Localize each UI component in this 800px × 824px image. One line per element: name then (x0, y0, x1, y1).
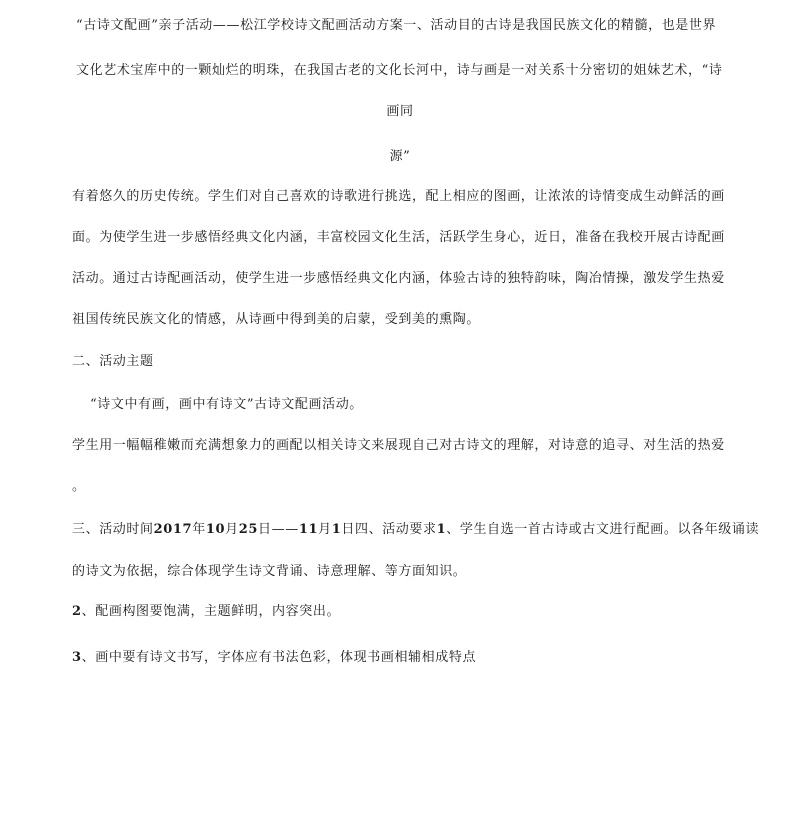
theme-desc-line-1: 学生用一幅幅稚嫩而充满想象力的画配以相关诗文来展现自己对古诗文的理解，对诗意的追寻、对生活的热爱 (72, 438, 725, 453)
requirement-2 (72, 603, 340, 621)
purpose-line-1: 有着悠久的历史传统。学生们对自己喜欢的诗歌进行挑选，配上相应的图画，让浓浓的诗情变成生动鲜活的画 (72, 189, 725, 204)
intro-line-2: 文化艺术宝库中的一颗灿烂的明珠，在我国古老的文化长河中，诗与画是一对关系十分密切的姐妹艺术，“诗 (76, 63, 723, 78)
requirement-1-text: 、学生自选一首古诗或古文进行配画。以各年级诵读 (446, 522, 760, 537)
theme-desc-line-2: 。 (72, 479, 86, 494)
intro-line-4: 源” (389, 149, 411, 164)
requirement-3-text: 、画中要有诗文书写，字体应有书法色彩，体现书画相辅相成特点 (81, 650, 477, 665)
requirement-3-number: 3 (72, 650, 82, 665)
schedule-end-month-unit: 月 (318, 522, 332, 537)
schedule-year: 2017 (153, 522, 193, 537)
intro-line-1: “古诗文配画”亲子活动——松江学校诗文配画活动方案一、活动目的古诗是我国民族文化的精髓，也是世界 (76, 18, 717, 33)
schedule-end-day: 1 (331, 522, 342, 537)
schedule-month: 10 (205, 522, 226, 537)
schedule-year-unit: 年 (192, 522, 206, 537)
schedule-end-month: 11 (298, 522, 319, 537)
requirement-1-number: 1 (436, 522, 447, 537)
schedule-day-unit: 日—— (258, 522, 299, 537)
purpose-line-3: 活动。通过古诗配画活动，使学生进一步感悟经典文化内涵，体验古诗的独特韵味，陶冶情操，激发学生热爱 (72, 271, 725, 286)
schedule-prefix: 三、活动时间 (72, 522, 154, 537)
purpose-line-2: 面。为使学生进一步感悟经典文化内涵，丰富校园文化生活，活跃学生身心，近日，准备在我校开展古诗配画 (72, 230, 725, 245)
requirement-2-number: 2 (72, 604, 82, 619)
schedule-day: 25 (238, 522, 259, 537)
requirement-2-text: 、配画构图要饱满，主题鲜明，内容突出。 (81, 604, 341, 619)
theme-slogan: “诗文中有画，画中有诗文”古诗文配画活动。 (90, 397, 363, 412)
theme-heading: 二、活动主题 (72, 354, 154, 369)
purpose-line-4: 祖国传统民族文化的情感，从诗画中得到美的启蒙，受到美的熏陶。 (72, 312, 481, 327)
intro-line-3: 画同 (386, 104, 414, 119)
requirement-3 (72, 649, 476, 667)
schedule-line-2: 的诗文为依据，综合体现学生诗文背诵、诗意理解、等方面知识。 (72, 564, 467, 579)
schedule-month-unit: 月 (225, 522, 239, 537)
schedule-line-1 (72, 521, 759, 539)
schedule-end-rest: 日四、活动要求 (341, 522, 437, 537)
